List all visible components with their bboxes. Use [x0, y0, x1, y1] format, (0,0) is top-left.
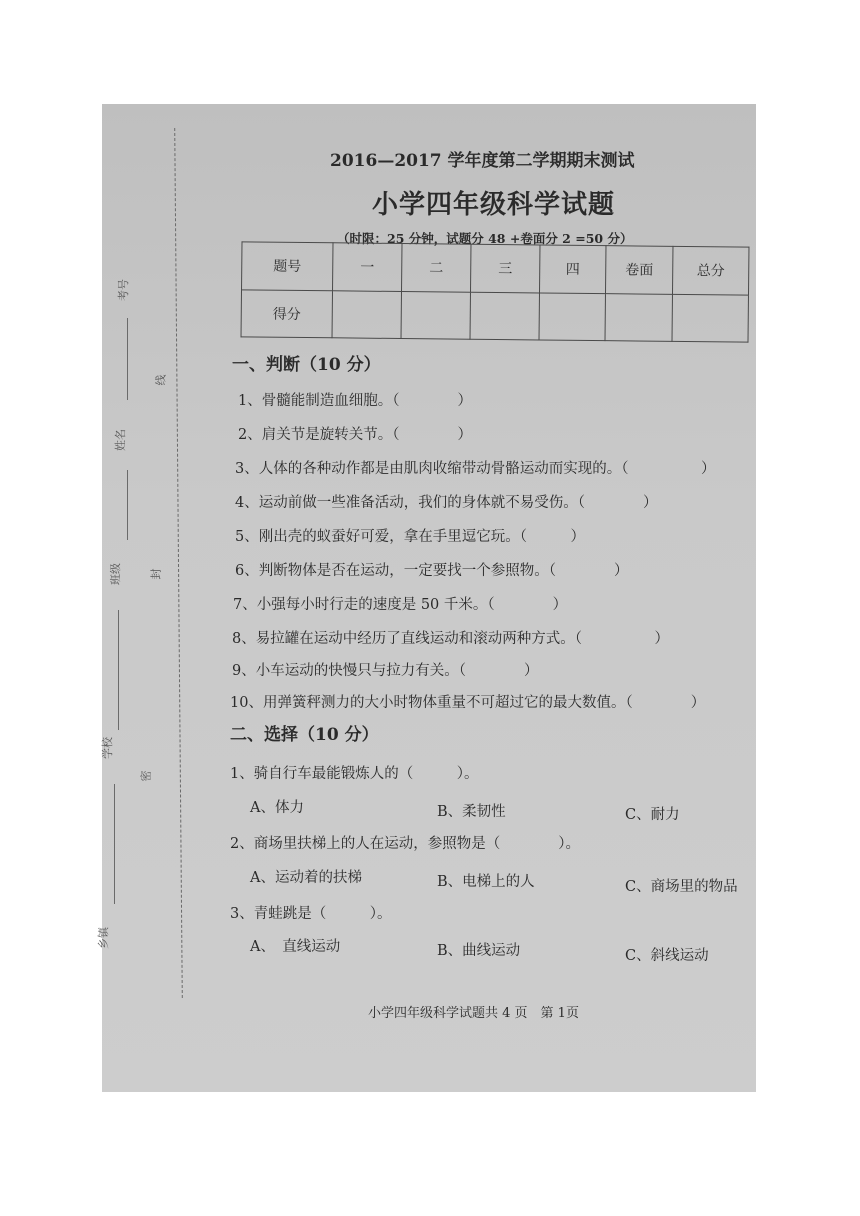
school-blank: [114, 784, 115, 904]
score-row-label: 得分: [241, 289, 332, 337]
exam-time-note: （时限：25 分钟，试题分 48 +卷面分 2 =50 分）: [337, 231, 633, 246]
score-table-header-cell: 四: [539, 245, 605, 293]
seal-mark-line: 线: [154, 374, 168, 386]
class-blank: [118, 610, 119, 730]
judgement-question: 1、骨髓能制造血细胞。（ ）: [238, 393, 472, 409]
choice-option: C、斜线运动: [625, 948, 709, 964]
score-cell[interactable]: [539, 292, 605, 340]
judgement-question: 4、运动前做一些准备活动，我们的身体就不易受伤。（ ）: [235, 495, 658, 511]
judgement-question: 9、小车运动的快慢只与拉力有关。（ ）: [232, 663, 539, 679]
score-table-header-row: [242, 242, 749, 295]
exam-subtitle: 2016—2017 学年度第二学期期末测试: [330, 151, 635, 171]
name-label: 姓名: [114, 429, 127, 451]
choice-option: B、曲线运动: [437, 943, 521, 959]
school-label: 学校: [101, 737, 114, 759]
choice-option: A、体力: [250, 800, 304, 816]
section1-heading: 一、判断（10 分）: [232, 355, 381, 375]
seal-mark-secret: 密: [139, 770, 153, 782]
choice-option: B、柔韧性: [437, 804, 506, 820]
score-cell[interactable]: [605, 293, 672, 341]
judgement-question: 5、刚出壳的蚁蚕好可爱，拿在手里逗它玩。（ ）: [235, 529, 585, 545]
score-cell[interactable]: [470, 292, 539, 340]
exam-title: 小学四年级科学试题: [372, 190, 616, 220]
score-table-header-cell: 三: [471, 244, 540, 292]
choice-option: A、运动着的扶梯: [250, 870, 362, 886]
exam-number-blank: [127, 318, 128, 400]
section2-heading: 二、选择（10 分）: [230, 725, 379, 745]
choice-question-stem: 2、商场里扶梯上的人在运动，参照物是（ ）。: [230, 836, 580, 852]
score-cell[interactable]: [672, 294, 748, 342]
seal-mark-seal: 封: [149, 568, 163, 580]
score-table-header-cell: 题号: [242, 242, 333, 290]
judgement-question: 3、人体的各种动作都是由肌肉收缩带动骨骼运动而实现的。（ ）: [235, 461, 716, 477]
choice-question-stem: 1、骑自行车最能锻炼人的（ ）。: [230, 766, 479, 782]
score-table-header-cell: 二: [402, 244, 471, 292]
name-blank: [127, 470, 128, 540]
judgement-question: 2、肩关节是旋转关节。（ ）: [238, 427, 472, 443]
judgement-question: 7、小强每小时行走的速度是 50 千米。（ ）: [233, 597, 568, 613]
exam-number-label: 考号: [117, 279, 130, 301]
score-cell[interactable]: [401, 291, 470, 339]
score-table: [241, 241, 750, 342]
choice-option: C、商场里的物品: [625, 879, 738, 895]
choice-question-stem: 3、青蛙跳是（ ）。: [230, 906, 392, 922]
township-label: 乡镇: [97, 927, 110, 949]
score-table-header-cell: 总分: [672, 246, 748, 294]
choice-option: A、 直线运动: [250, 939, 341, 955]
choice-option: B、电梯上的人: [437, 874, 535, 890]
score-table-header-cell: 一: [333, 243, 402, 291]
score-table-score-row: [241, 289, 748, 342]
judgement-question: 6、判断物体是否在运动，一定要找一个参照物。（ ）: [235, 563, 629, 579]
choice-option: C、耐力: [625, 807, 680, 823]
judgement-question: 8、易拉罐在运动中经历了直线运动和滚动两种方式。（ ）: [232, 631, 669, 647]
page-footer: 小学四年级科学试题共 4 页 第 1页: [368, 1006, 579, 1021]
score-table-header-cell: 卷面: [605, 246, 672, 294]
score-cell[interactable]: [332, 290, 401, 338]
judgement-question: 10、用弹簧秤测力的大小时物体重量不可超过它的最大数值。（ ）: [230, 695, 706, 711]
class-label: 班级: [109, 563, 122, 585]
